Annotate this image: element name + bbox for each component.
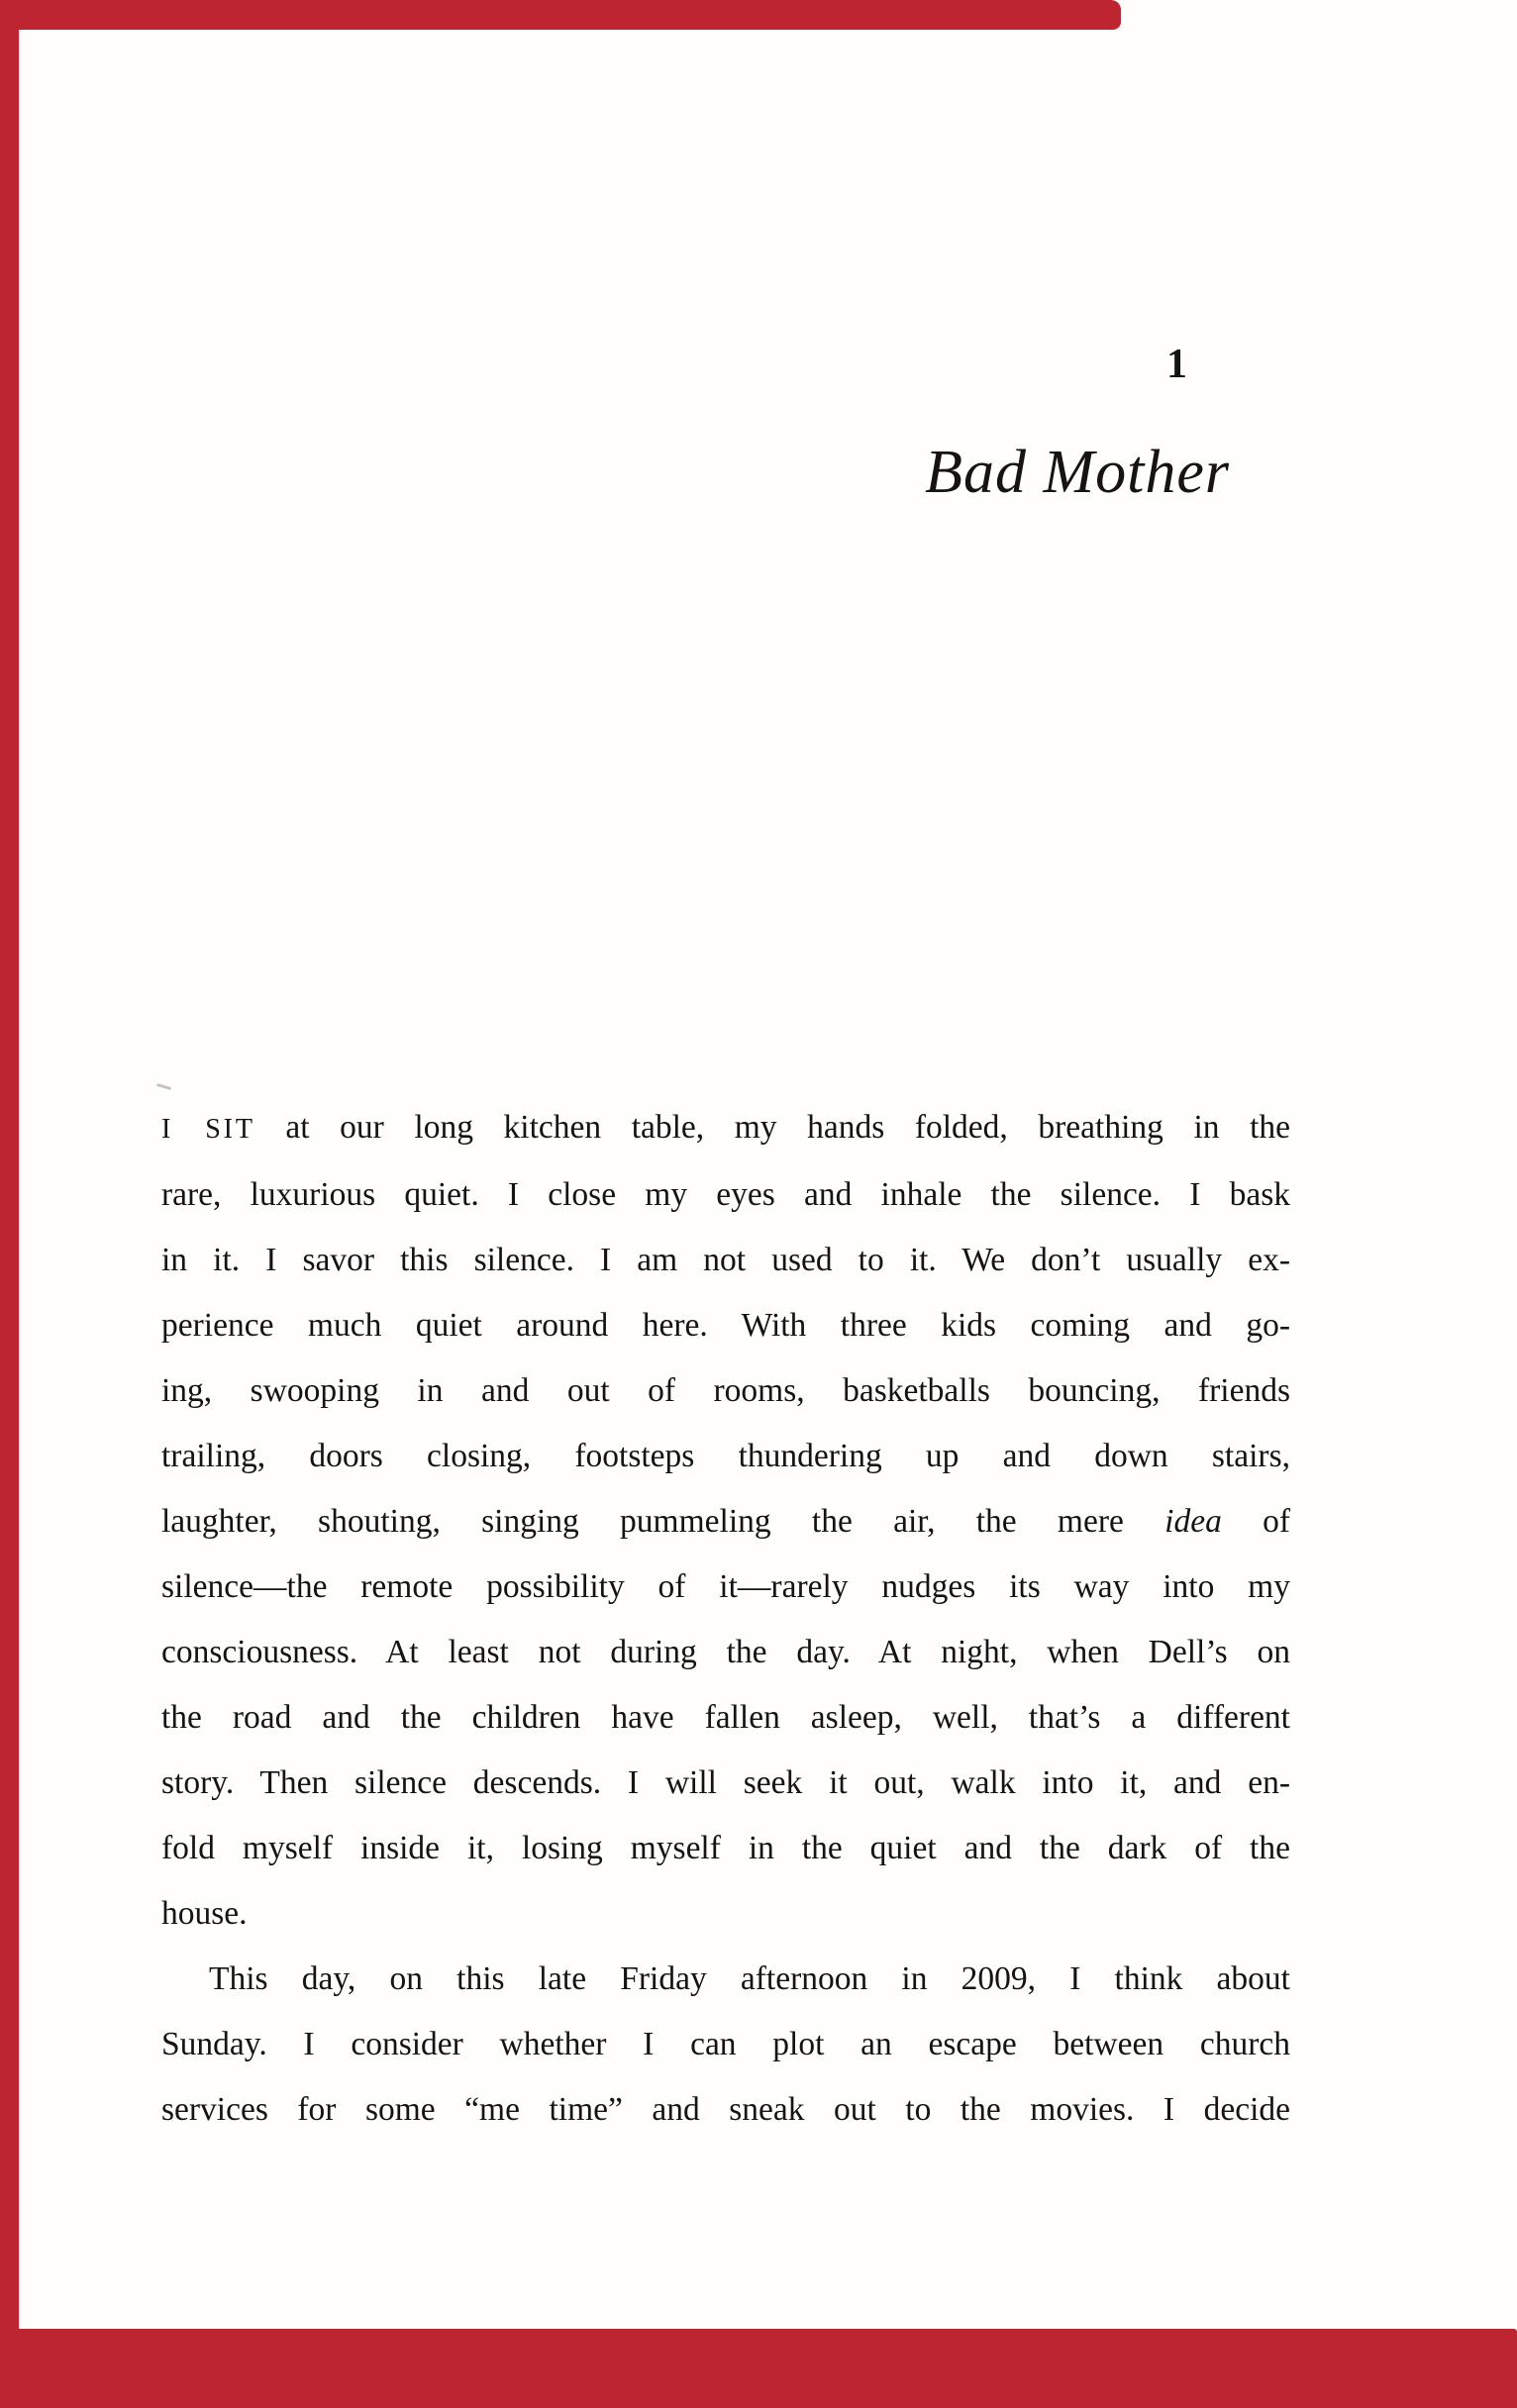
smallcaps-lead-in: I SIT (161, 1114, 255, 1145)
text-segment: Sunday. I consider whether I can plot an escape between church (161, 2026, 1290, 2062)
text-segment: trailing, doors closing, footsteps thundering up and down stairs, (161, 1438, 1290, 1474)
text-segment: at our long kitchen table, my hands folded, breathing in the (254, 1109, 1291, 1146)
body-text (161, 1095, 1290, 2143)
text-line (161, 1620, 1290, 1685)
text-segment: perience much quiet around here. With three kids coming and go- (161, 1307, 1290, 1344)
text-line (161, 1685, 1290, 1751)
text-line (161, 1947, 1290, 2012)
text-segment: silence—the remote possibility of it—rarely nudges its way into my (161, 1568, 1290, 1605)
text-line (161, 1881, 1290, 1947)
text-segment: rare, luxurious quiet. I close my eyes and inhale the silence. I bask (161, 1176, 1290, 1213)
text-line (161, 1293, 1290, 1358)
text-segment: ing, swooping in and out of rooms, basketballs bouncing, friends (161, 1372, 1290, 1409)
text-line (161, 1095, 1290, 1162)
book-cover-edge-left (0, 0, 19, 2408)
text-line (161, 1162, 1290, 1228)
text-segment: fold myself inside it, losing myself in the quiet and the dark of the (161, 1830, 1290, 1866)
text-segment: services for some “me time” and sneak out to the movies. I decide (161, 2091, 1290, 2128)
text-line (161, 1358, 1290, 1424)
text-segment: consciousness. At least not during the day. At night, when Dell’s on (161, 1634, 1290, 1670)
text-line (161, 2012, 1290, 2077)
text-line (161, 1751, 1290, 1816)
text-segment: the road and the children have fallen asleep, well, that’s a different (161, 1699, 1290, 1736)
text-line (161, 1424, 1290, 1489)
text-segment: story. Then silence descends. I will seek it out, walk into it, and en- (161, 1764, 1290, 1801)
text-segment: laughter, shouting, singing pummeling the air, the mere (161, 1503, 1165, 1540)
book-cover-edge-bottom (0, 2329, 1517, 2408)
text-segment: This day, on this late Friday afternoon in 2009, I think about (209, 1960, 1290, 1997)
text-line (161, 1555, 1290, 1620)
text-line (161, 1489, 1290, 1555)
text-segment: of (1221, 1503, 1291, 1540)
text-segment: house. (161, 1895, 248, 1932)
text-line (161, 2077, 1290, 2143)
italic-text: idea (1164, 1503, 1222, 1540)
text-line (161, 1228, 1290, 1293)
text-line (161, 1816, 1290, 1881)
chapter-title: Bad Mother (925, 439, 1230, 506)
chapter-number: 1 (1166, 342, 1188, 387)
text-segment: in it. I savor this silence. I am not used to it. We don’t usually ex- (161, 1242, 1290, 1278)
book-cover-edge-top (0, 0, 1121, 30)
scan-artifact (156, 1083, 171, 1090)
